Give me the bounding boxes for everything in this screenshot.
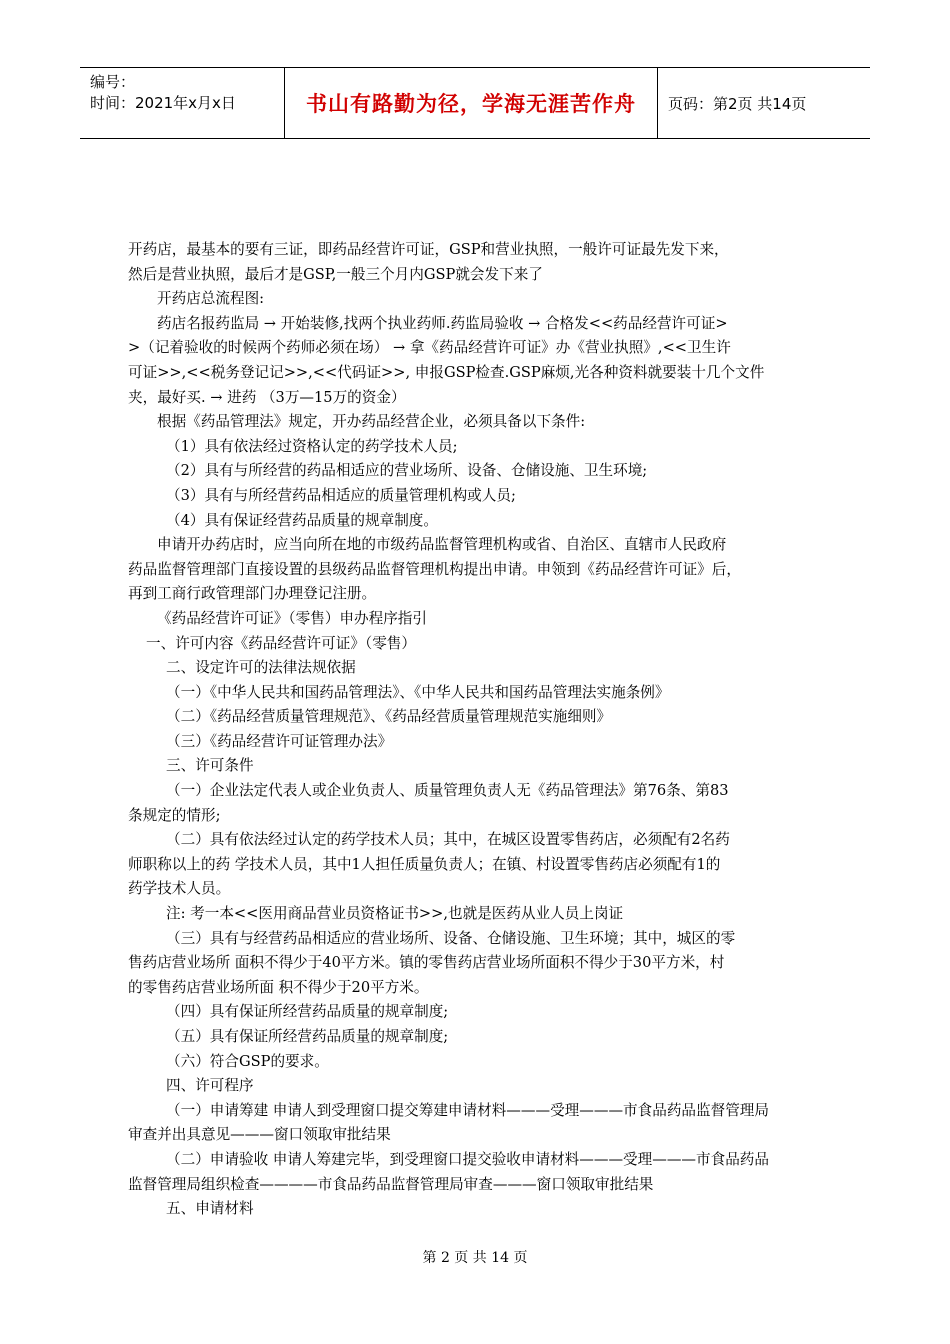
section-heading: 三、许可条件 [166,757,254,775]
paragraph-line: >（记着验收的时候两个药师必须在场） → 拿《药品经营许可证》办《营业执照》,<<卫生许 [128,339,731,357]
note-line: 注: 考一本<<医用商品营业员资格证书>>,也就是医药从业人员上岗证 [166,905,624,923]
paragraph-line: 申请开办药店时，应当向所在地的市级药品监督管理机构或省、自治区、直辖市人民政府 [157,536,727,554]
paragraph-line: 审查并出具意见———窗口领取审批结果 [128,1126,391,1144]
header-meta [80,68,285,138]
paragraph-line: 条规定的情形; [128,806,221,824]
section-title: 《药品经营许可证》（零售）申办程序指引 [157,609,427,627]
paragraph-line: 药学技术人员。 [128,880,231,898]
paragraph-line: 药店名报药监局 → 开始装修,找两个执业药师.药监局验收 → 合格发<<药品经营许可证> [157,314,728,332]
list-item: （三）《药品经营许可证管理办法》 [166,732,393,750]
section-heading: 四、许可程序 [166,1077,254,1095]
header-table [80,67,870,139]
paragraph-line: 然后是营业执照，最后才是GSP,一般三个月内GSP就会发下来了 [128,265,543,283]
paragraph-line: 开药店总流程图: [157,290,265,308]
list-item: （4）具有保证经营药品质量的规章制度。 [166,511,438,529]
paragraph-line: 根据《药品管理法》规定，开办药品经营企业，必须具备以下条件: [157,413,586,431]
list-item: （二）《药品经营质量管理规范》、《药品经营质量管理规范实施细则》 [166,708,612,726]
section-heading: 五、申请材料 [166,1200,254,1218]
list-item: （一）《中华人民共和国药品管理法》、《中华人民共和国药品管理法实施条例》 [166,683,670,701]
paragraph-line: 药品监督管理部门直接设置的县级药品监督管理机构提出申请。申领到《药品经营许可证》后， [128,560,741,578]
header-motto: 书山有路勤为径，学海无涯苦作舟 [285,68,658,138]
list-item: （一）企业法定代表人或企业负责人、质量管理负责人无《药品管理法》第76条、第83 [166,782,729,800]
paragraph-line: 开药店，最基本的要有三证，即药品经营许可证，GSP和营业执照，一般许可证最先发下来， [128,241,729,258]
header-page-info: 页码：第2页 共14页 [668,94,807,113]
list-item: （3）具有与所经营药品相适应的质量管理机构或人员; [166,486,516,504]
page-footer: 第 2 页 共 14 页 [422,1250,528,1266]
document-number-label: 编号： [90,73,136,91]
paragraph-line: 夹，最好买. → 进药 （3万—15万的资金） [128,388,406,406]
section-heading: 二、设定许可的法律法规依据 [166,659,356,677]
list-item: （1）具有依法经过资格认定的药学技术人员; [166,437,458,455]
list-item: （五）具有保证所经营药品质量的规章制度; [166,1028,449,1045]
document-body [128,238,828,1222]
section-heading: 一、许可内容《药品经营许可证》（零售） [146,634,416,652]
list-item: （一）申请筹建 申请人到受理窗口提交筹建申请材料———受理———市食品药品监督管理局 [166,1101,769,1119]
list-item: （三）具有与经营药品相适应的营业场所、设备、仓储设施、卫生环境；其中，城区的零 [166,929,736,947]
paragraph-line: 师职称以上的药 学技术人员，其中1人担任质量负责人；在镇、村设置零售药店必须配有1的 [128,855,721,873]
list-item: （二）申请验收 申请人筹建完毕，到受理窗口提交验收申请材料———受理———市食品药品 [166,1150,769,1168]
list-item: （2）具有与所经营的药品相适应的营业场所、设备、仓储设施、卫生环境; [166,462,648,480]
list-item: （四）具有保证所经营药品质量的规章制度; [166,1003,449,1021]
paragraph-line: 再到工商行政管理部门办理登记注册。 [128,585,377,603]
paragraph-line: 的零售药店营业场所面 积不得少于20平方米。 [128,978,429,996]
list-item: （二）具有依法经过认定的药学技术人员；其中，在城区设置零售药店，必须配有2名药 [166,831,730,849]
paragraph-line: 监督管理局组织检查————市食品药品监督管理局审查———窗口领取审批结果 [128,1175,654,1193]
paragraph-line: 售药店营业场所 面积不得少于40平方米。镇的零售药店营业场所面积不得少于30平方米，村 [128,954,725,972]
paragraph-line: 可证>>,<<税务登记记>>,<<代码证>>, 申报GSP检查.GSP麻烦,光各种资料就要装十几个文件 [128,363,765,381]
list-item: （六）符合GSP的要求。 [166,1052,329,1070]
document-date: 时间：2021年x月x日 [90,94,236,112]
